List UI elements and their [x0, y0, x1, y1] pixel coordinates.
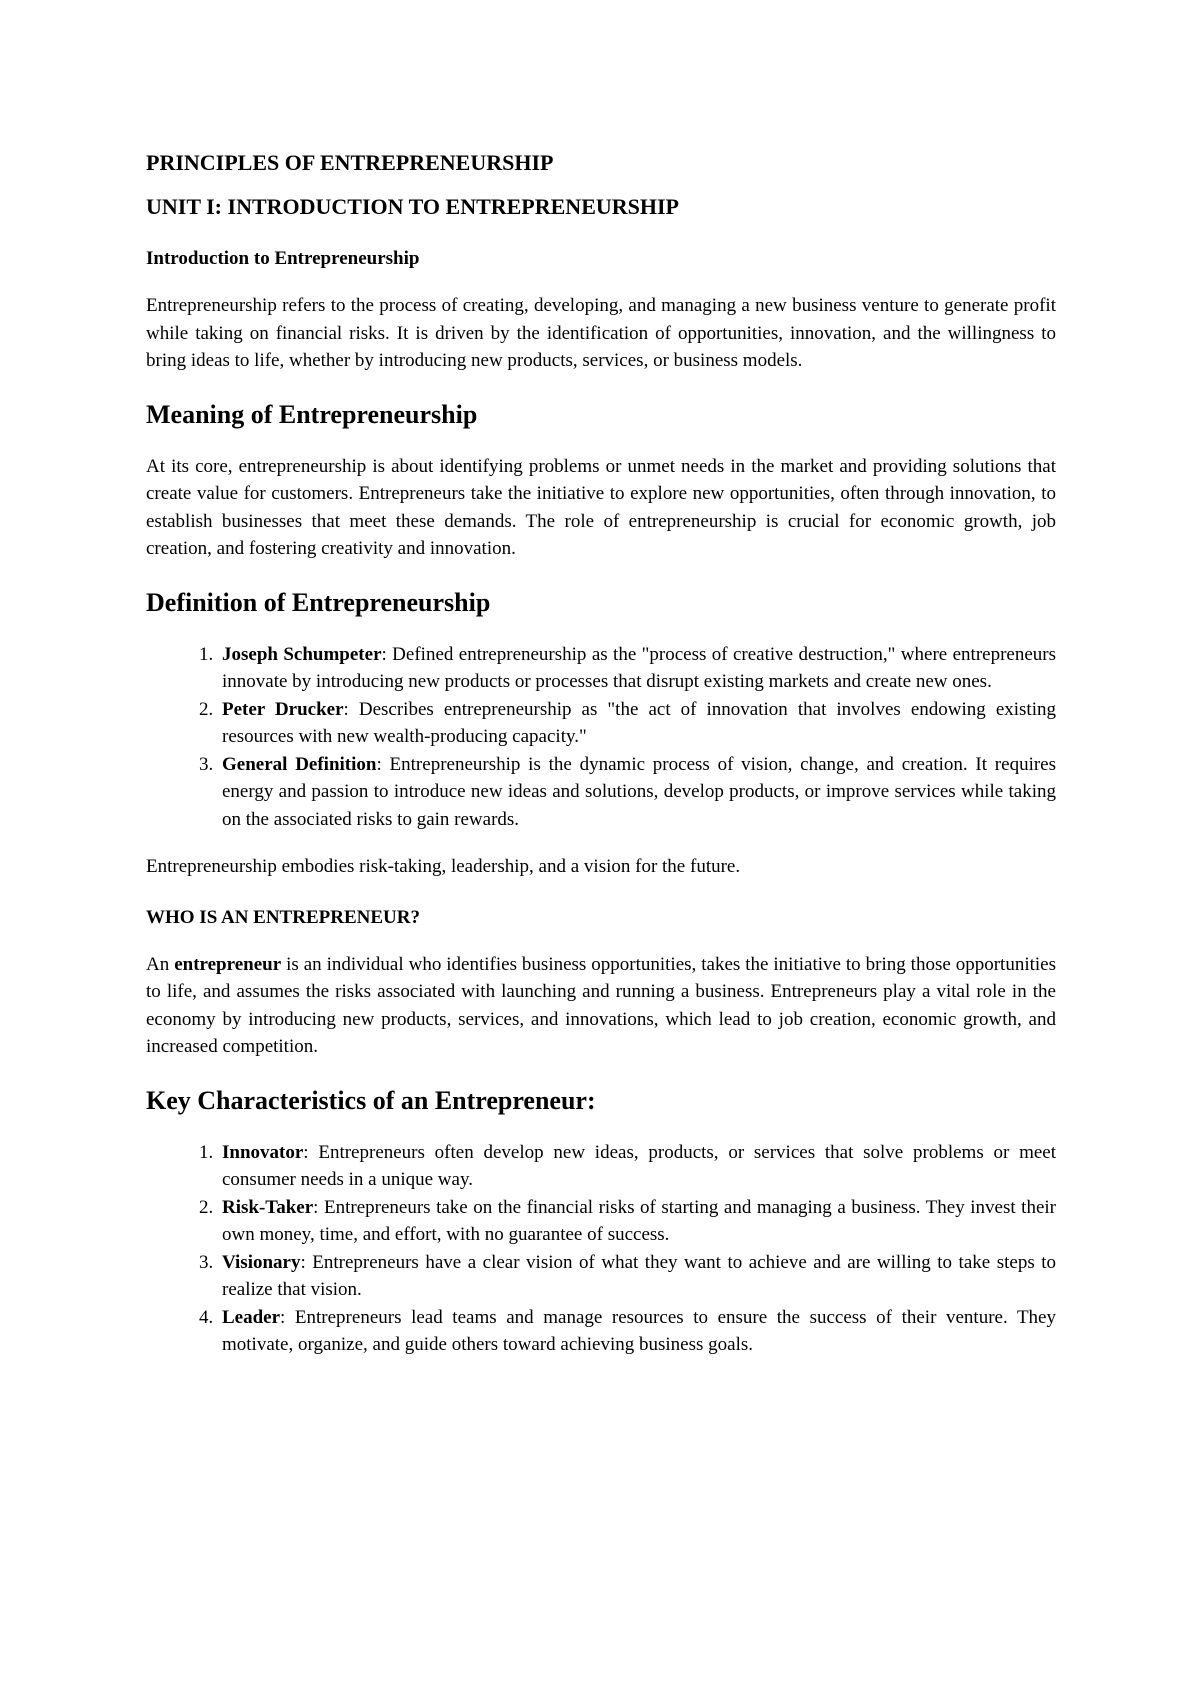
intro-paragraph: Entrepreneurship refers to the process of creating, developing, and managing a new business venture to generate profit while taking on financial risks. It is driven by the identification of opportunities, innovation, and the willingness to bring ideas to life, whether by introducing new products, services, or business models. — [146, 295, 1056, 371]
intro-heading: Introduction to Entrepreneurship — [146, 248, 420, 269]
who-paragraph — [146, 951, 1056, 1061]
meaning-heading: Meaning of Entrepreneurship — [146, 399, 478, 429]
definition-item — [218, 641, 1056, 696]
definition-text: : Entrepreneurship is the dynamic process of vision, change, and creation. It requires energy and passion to introduce new ideas and solutions, develop products, or improve services while taking on the associated risks to gain rewards. — [222, 753, 1056, 830]
definition-item — [218, 751, 1056, 834]
characteristic-term: Risk-Taker — [222, 1196, 314, 1218]
document-page — [146, 148, 1056, 1359]
characteristic-text: : Entrepreneurs lead teams and manage resources to ensure the success of their venture. They motivate, organize, and guide others toward achieving business goals. — [222, 1306, 1056, 1355]
document-title: PRINCIPLES OF ENTREPRENEURSHIP — [146, 150, 554, 175]
who-heading: WHO IS AN ENTREPRENEUR? — [146, 906, 420, 928]
characteristic-item — [218, 1194, 1056, 1249]
characteristic-term: Visionary — [222, 1251, 301, 1273]
definition-term: Peter Drucker — [222, 698, 344, 720]
definition-term: Joseph Schumpeter — [222, 643, 382, 665]
who-text: is an individual who identifies business opportunities, takes the initiative to bring those opportunities to life, and assumes the risks associated with launching and running a business. Entrepreneurs play a vital role in the economy by introducing new products, services, and innovations, which lead to job creation, economic growth, and increased competition. — [146, 953, 1056, 1057]
definition-summary: Entrepreneurship embodies risk-taking, leadership, and a vision for the future. — [146, 856, 741, 877]
characteristic-term: Innovator — [222, 1141, 304, 1163]
characteristic-item — [218, 1304, 1056, 1359]
definition-text: : Defined entrepreneurship as the "process of creative destruction," where entrepreneurs innovate by introducing new products or processes that disrupt existing markets and create new ones. — [222, 643, 1056, 692]
definition-list — [146, 641, 1056, 834]
characteristic-term: Leader — [222, 1306, 281, 1328]
meaning-paragraph: At its core, entrepreneurship is about identifying problems or unmet needs in the market and providing solutions that create value for customers. Entrepreneurs take the initiative to explore new opportunities, often through innovation, to establish businesses that meet these demands. The role of entrepreneurship is crucial for economic growth, job creation, and fostering creativity and innovation. — [146, 455, 1056, 559]
characteristics-list — [146, 1139, 1056, 1359]
characteristic-text: : Entrepreneurs take on the financial risks of starting and managing a business. They invest their own money, time, and effort, with no guarantee of success. — [222, 1196, 1056, 1245]
who-bold-word: entrepreneur — [174, 953, 282, 975]
characteristic-text: : Entrepreneurs often develop new ideas, products, or services that solve problems or meet consumer needs in a unique way. — [222, 1141, 1056, 1190]
characteristic-text: : Entrepreneurs have a clear vision of what they want to achieve and are willing to take steps to realize that vision. — [222, 1251, 1056, 1300]
unit-title: UNIT I: INTRODUCTION TO ENTREPRENEURSHIP — [146, 194, 679, 219]
characteristic-item — [218, 1249, 1056, 1304]
definition-item — [218, 696, 1056, 751]
definition-term: General Definition — [222, 753, 377, 775]
definition-heading: Definition of Entrepreneurship — [146, 587, 491, 617]
characteristics-heading: Key Characteristics of an Entrepreneur: — [146, 1085, 596, 1115]
definition-text: : Describes entrepreneurship as "the act of innovation that involves endowing existing resources with new wealth-producing capacity." — [222, 698, 1056, 747]
who-lead: An — [146, 953, 175, 975]
characteristic-item — [218, 1139, 1056, 1194]
